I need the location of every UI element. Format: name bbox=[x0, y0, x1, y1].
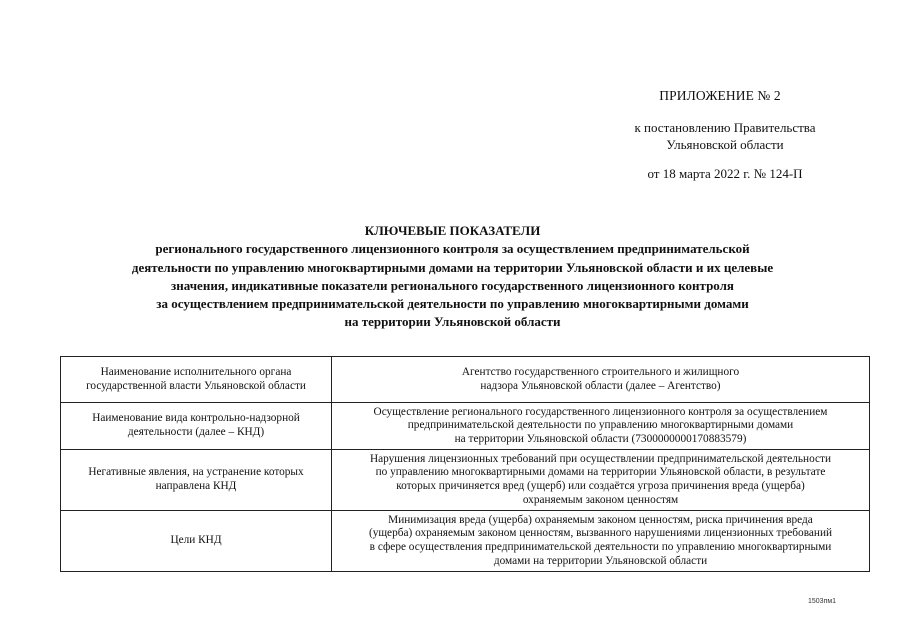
row-value-line: надзора Ульяновской области (далее – Агентство) bbox=[480, 379, 721, 392]
row-label: Наименование вида контрольно-надзорной деятельности (далее – КНД) bbox=[61, 403, 332, 450]
row-value-line: в сфере осуществления предпринимательской деятельности по управлению многоквартирными bbox=[369, 541, 832, 553]
table-row bbox=[61, 403, 870, 450]
decree-reference bbox=[570, 119, 880, 153]
row-label: Наименование исполнительного органа государственной власти Ульяновской области bbox=[61, 357, 332, 403]
row-value-line: на территории Ульяновской области (7300000000170883579) bbox=[454, 432, 747, 445]
appendix-title: ПРИЛОЖЕНИЕ № 2 bbox=[659, 88, 781, 103]
row-label: Негативные явления, на устранение которых направлена КНД bbox=[61, 450, 332, 511]
heading-line: значения, индикативные показатели регионального государственного лицензионного контроля bbox=[171, 277, 734, 293]
row-value-line: предпринимательской деятельности по управлению многоквартирными домами bbox=[407, 419, 794, 432]
row-value-line: которых причиняется вред (ущерб) или создаётся угроза причинения вреда (ущерба) bbox=[396, 480, 805, 492]
row-value-line: Минимизация вреда (ущерба) охраняемым законом ценностям, риска причинения вреда bbox=[388, 513, 813, 526]
row-value bbox=[332, 403, 870, 450]
table-row bbox=[61, 357, 870, 403]
row-label: Цели КНД bbox=[61, 511, 332, 572]
indicators-table bbox=[60, 356, 870, 572]
row-value bbox=[332, 511, 870, 572]
row-value-line: Агентство государственного строительного и жилищного bbox=[461, 365, 740, 378]
heading-line: на территории Ульяновской области bbox=[344, 314, 561, 330]
row-value-line: (ущерба) охраняемым законом ценностям, вызванного нарушениями лицензионных требований bbox=[368, 527, 833, 540]
table-row bbox=[61, 450, 870, 511]
table-row bbox=[61, 511, 870, 572]
heading-line: КЛЮЧЕВЫЕ ПОКАЗАТЕЛИ bbox=[364, 223, 541, 238]
decree-reference-line: к постановлению Правительства bbox=[634, 120, 816, 135]
row-value-line: по управлению многоквартирными домами на территории Ульяновской области, в результате bbox=[375, 466, 826, 479]
row-value bbox=[332, 450, 870, 511]
row-value-line: Нарушения лицензионных требований при осуществлении предпринимательской деятельности bbox=[369, 452, 832, 465]
heading-line: регионального государственного лицензионного контроля за осуществлением предпринимательской bbox=[155, 241, 750, 257]
decree-date: от 18 марта 2022 г. № 124-П bbox=[647, 166, 803, 181]
heading-line: деятельности по управлению многоквартирными домами на территории Ульяновской области и их целевые bbox=[131, 259, 774, 275]
heading-line: за осуществлением предпринимательской деятельности по управлению многоквартирными домами bbox=[156, 296, 749, 312]
row-value-line: Осуществление регионального государственного лицензионного контроля за осуществлением bbox=[373, 405, 828, 418]
row-value-line: охраняемым законом ценностям bbox=[522, 493, 679, 506]
decree-reference-line: Ульяновской области bbox=[666, 137, 784, 152]
document-heading bbox=[40, 222, 865, 332]
document-code: 1503пм1 bbox=[808, 598, 837, 605]
row-value bbox=[332, 357, 870, 403]
row-value-line: домами на территории Ульяновской области bbox=[493, 554, 708, 567]
